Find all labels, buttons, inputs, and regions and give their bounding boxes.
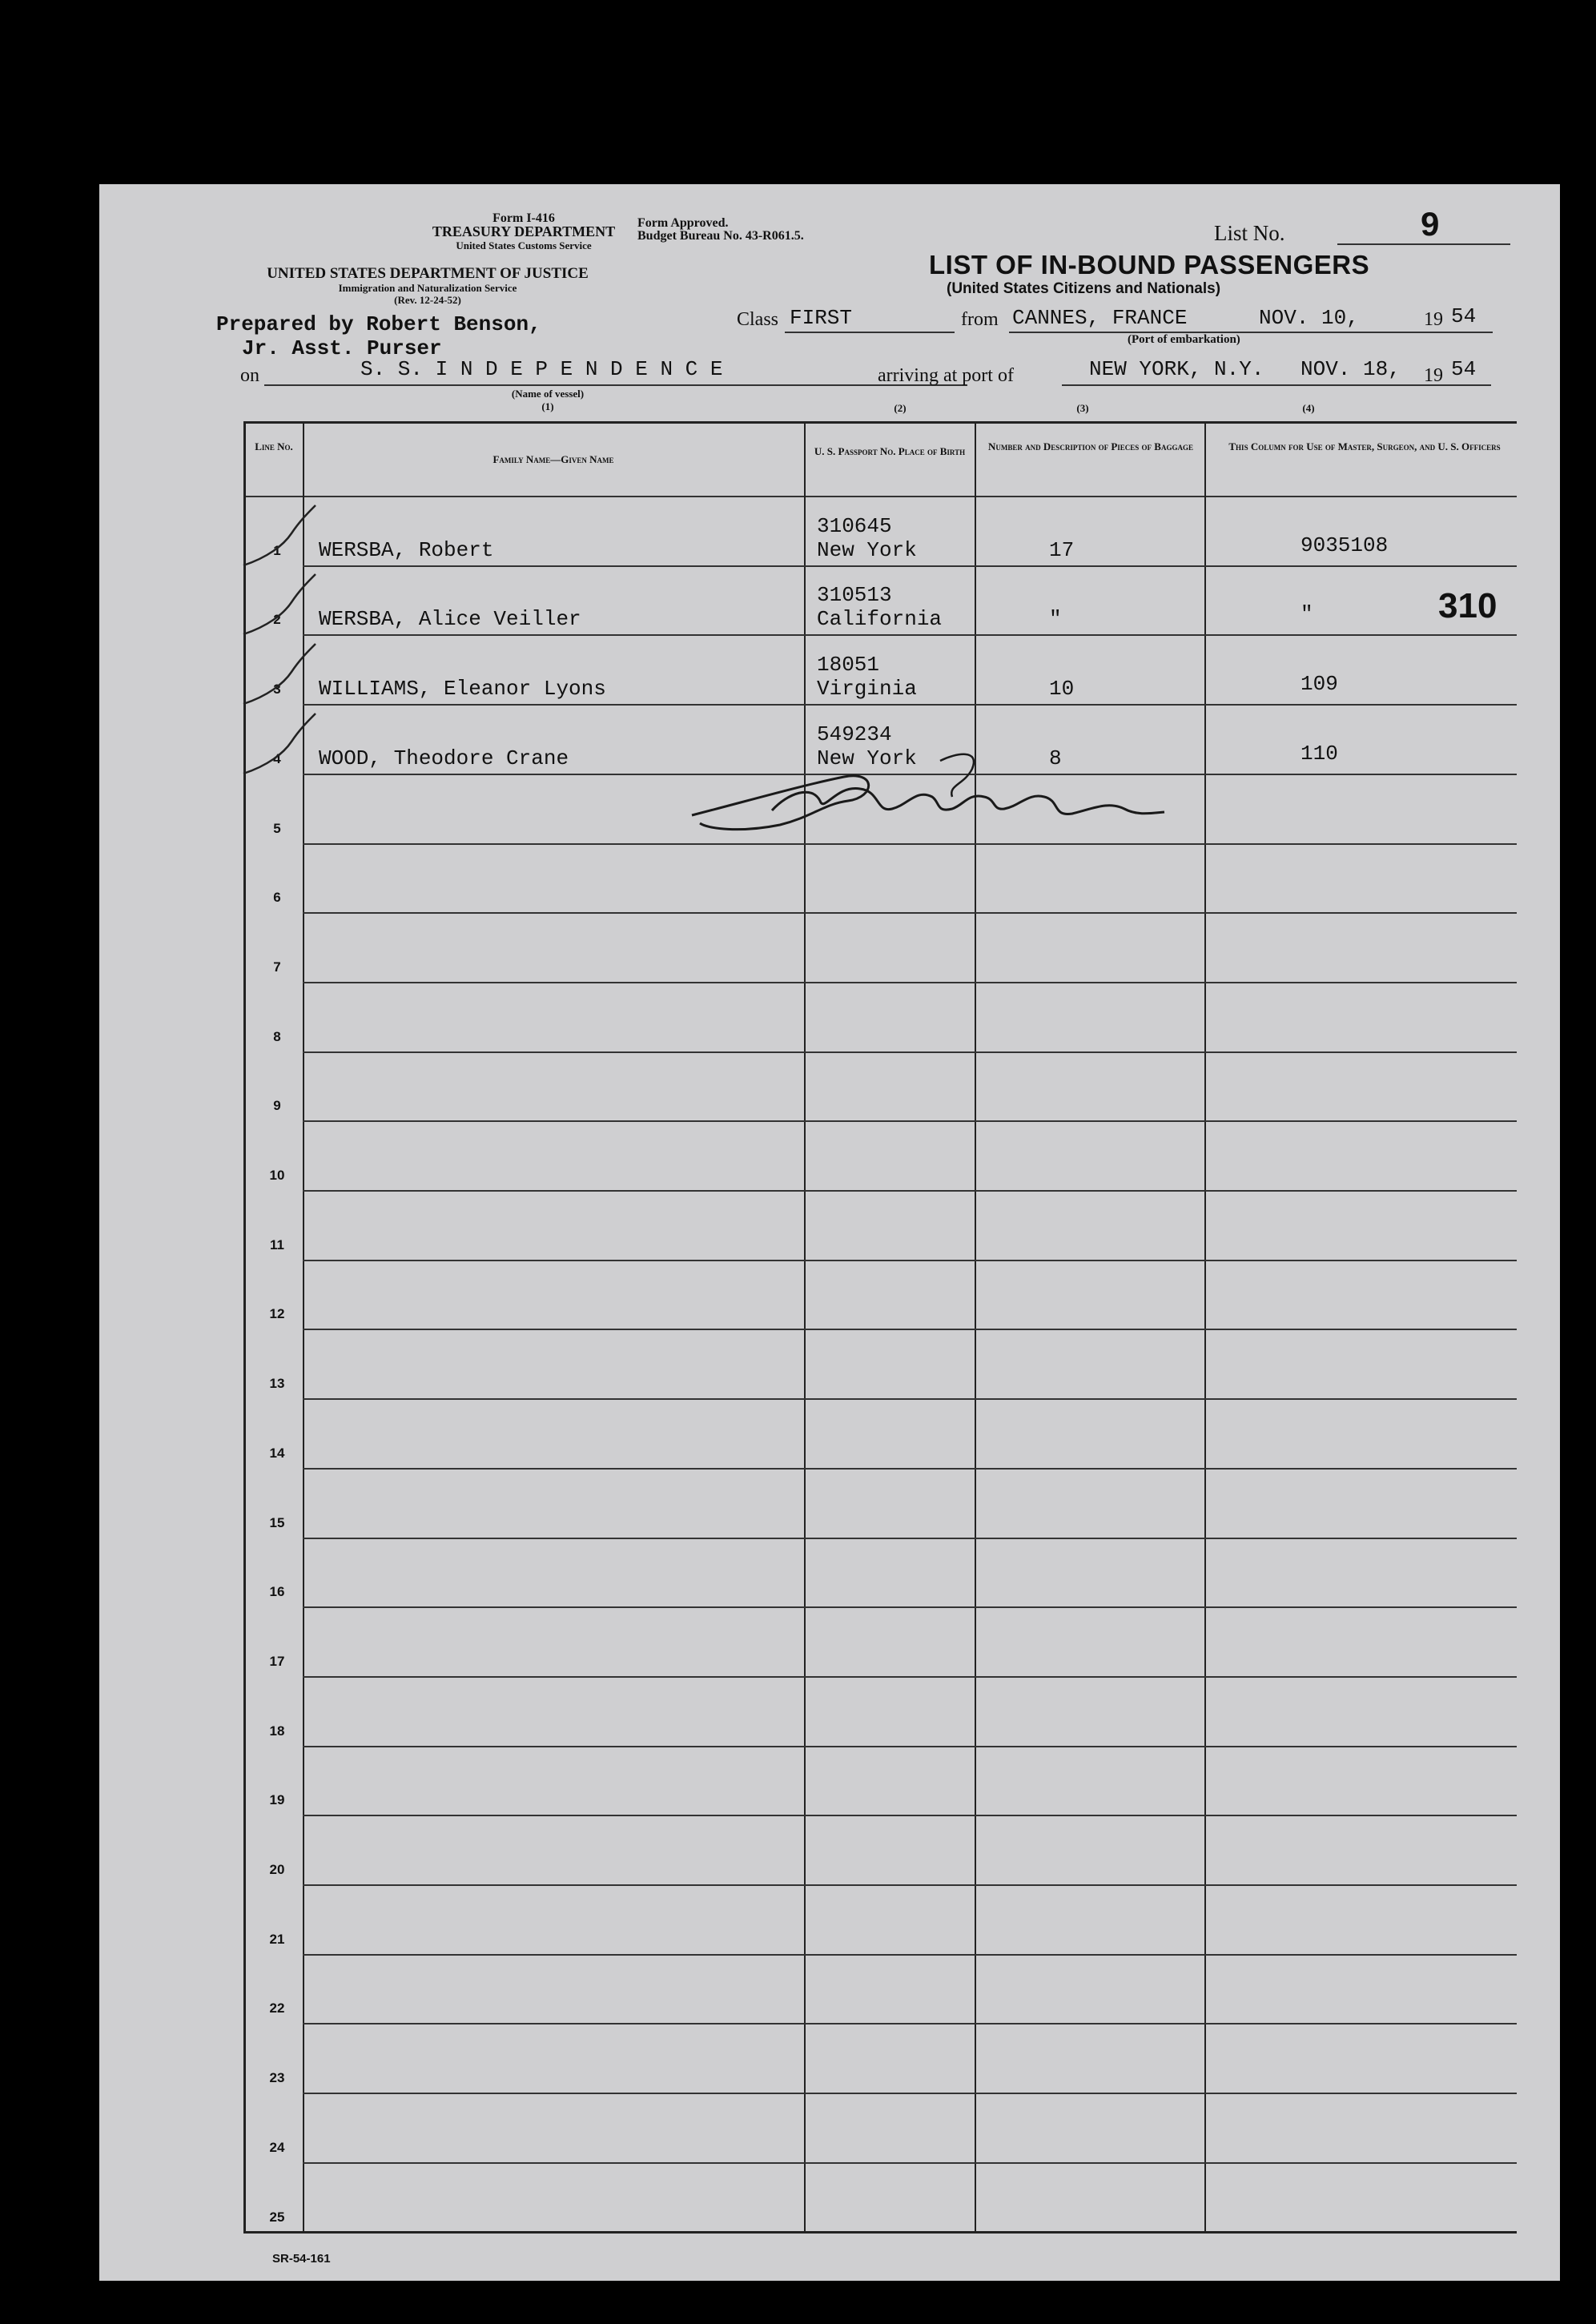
class-label: Class bbox=[737, 309, 779, 330]
line-number: 8 bbox=[273, 1029, 281, 1044]
form-subtitle: (United States Citizens and Nationals) bbox=[947, 280, 1221, 297]
line-number: 24 bbox=[269, 2140, 285, 2155]
line-number: 10 bbox=[269, 1168, 285, 1183]
line-number: 5 bbox=[273, 821, 281, 836]
line-number: 21 bbox=[269, 1932, 285, 1947]
line-number: 9 bbox=[273, 1098, 281, 1113]
prepared-by: Prepared by Robert Benson, bbox=[216, 312, 541, 336]
line-number: 16 bbox=[269, 1584, 285, 1599]
line-number: 12 bbox=[269, 1306, 285, 1321]
arriving-label: arriving at port of bbox=[878, 365, 1014, 386]
line-number: 20 bbox=[269, 1862, 285, 1877]
line-number: 2 bbox=[273, 612, 281, 627]
passenger-name: WERSBA, Alice Veiller bbox=[319, 607, 581, 631]
footer-code: SR-54-161 bbox=[272, 2252, 331, 2266]
header-baggage: Number and Description of Pieces of Baggage bbox=[988, 440, 1193, 452]
place-of-birth: New York bbox=[817, 746, 917, 770]
year-prefix: 19 bbox=[1424, 309, 1443, 330]
class-value: FIRST bbox=[790, 306, 853, 330]
baggage-col-divider bbox=[1204, 421, 1206, 2231]
purser-signature bbox=[676, 753, 1236, 841]
check-mark-icon bbox=[235, 710, 332, 782]
passport-number: 310513 bbox=[817, 583, 892, 607]
line-number: 22 bbox=[269, 2000, 285, 2016]
line-number: 4 bbox=[273, 751, 281, 766]
passport-number: 18051 bbox=[817, 653, 880, 677]
immigration-service: Immigration and Naturalization Service bbox=[338, 282, 517, 294]
officer-entry: 9035108 bbox=[1301, 533, 1389, 557]
baggage-count: 17 bbox=[1049, 538, 1075, 562]
line-number: 11 bbox=[270, 1237, 284, 1252]
form-number: Form I-416 bbox=[492, 211, 555, 225]
passport-col-divider bbox=[975, 421, 976, 2231]
line-number: 18 bbox=[269, 1723, 285, 1739]
year-prefix: 19 bbox=[1424, 365, 1443, 386]
baggage-count: 10 bbox=[1049, 677, 1075, 701]
list-number: 9 bbox=[1421, 205, 1440, 243]
line-number: 7 bbox=[273, 959, 281, 975]
baggage-count: 8 bbox=[1049, 746, 1062, 770]
line-number: 13 bbox=[269, 1376, 285, 1391]
from-year: 54 bbox=[1451, 304, 1477, 328]
check-mark-icon bbox=[235, 501, 332, 573]
vessel-caption: (Name of vessel) bbox=[511, 388, 585, 400]
margin-note: 310 bbox=[1438, 586, 1498, 625]
from-label: from bbox=[961, 309, 999, 330]
port-embarkation-caption: (Port of embarkation) bbox=[1128, 333, 1240, 346]
place-of-birth: New York bbox=[817, 538, 917, 562]
line-number: 6 bbox=[273, 890, 281, 905]
arrival-year: 54 bbox=[1451, 357, 1477, 381]
header-passport: U. S. Passport No. Place of Birth bbox=[814, 445, 966, 457]
line-number: 25 bbox=[269, 2209, 285, 2225]
col2-number: (2) bbox=[894, 402, 907, 414]
line-number: 15 bbox=[269, 1515, 285, 1530]
budget-bureau: Budget Bureau No. 43-R061.5. bbox=[637, 229, 804, 243]
passenger-name: WERSBA, Robert bbox=[319, 538, 494, 562]
check-mark-icon bbox=[235, 570, 332, 642]
passport-number: 549234 bbox=[817, 722, 892, 746]
officer-entry: " bbox=[1301, 602, 1313, 626]
customs-service: United States Customs Service bbox=[456, 239, 592, 251]
prepared-title: Jr. Asst. Purser bbox=[242, 336, 442, 360]
col4-number: (4) bbox=[1302, 402, 1315, 414]
justice-dept: UNITED STATES DEPARTMENT OF JUSTICE bbox=[267, 265, 589, 282]
from-date: NOV. 10, bbox=[1259, 306, 1359, 330]
line-number: 19 bbox=[269, 1792, 285, 1807]
treasury-dept: TREASURY DEPARTMENT bbox=[432, 223, 616, 239]
line-number: 17 bbox=[269, 1654, 285, 1669]
line-number: 23 bbox=[269, 2070, 285, 2085]
header-line-no: Line No. bbox=[255, 440, 293, 452]
header-name: Family Name—Given Name bbox=[492, 453, 614, 465]
passenger-name: WOOD, Theodore Crane bbox=[319, 746, 569, 770]
from-port: CANNES, FRANCE bbox=[1012, 306, 1188, 330]
form-title: LIST OF IN-BOUND PASSENGERS bbox=[929, 250, 1370, 279]
arrival-date: NOV. 18, bbox=[1301, 357, 1401, 381]
place-of-birth: Virginia bbox=[817, 677, 917, 701]
line-number: 14 bbox=[269, 1445, 285, 1461]
line-number: 1 bbox=[273, 543, 281, 558]
line-number: 3 bbox=[273, 682, 281, 697]
officer-entry: 109 bbox=[1301, 672, 1338, 696]
name-col-divider bbox=[804, 421, 806, 2231]
place-of-birth: California bbox=[817, 607, 943, 631]
on-label: on bbox=[240, 365, 259, 386]
passport-number: 310645 bbox=[817, 514, 892, 538]
officer-entry: 110 bbox=[1301, 742, 1338, 766]
list-no-label: List No. bbox=[1214, 221, 1285, 245]
form-approved: Form Approved. bbox=[637, 216, 729, 230]
passenger-name: WILLIAMS, Eleanor Lyons bbox=[319, 677, 606, 701]
baggage-count: " bbox=[1049, 607, 1062, 631]
form-sheet bbox=[99, 184, 1560, 2281]
header-officers: This Column for Use of Master, Surgeon, and U. S. Officers bbox=[1228, 440, 1501, 452]
arrival-port: NEW YORK, N.Y. bbox=[1089, 357, 1264, 381]
col3-number: (3) bbox=[1076, 402, 1089, 414]
revision: (Rev. 12-24-52) bbox=[394, 294, 461, 306]
vessel-name: S. S. I N D E P E N D E N C E bbox=[360, 357, 723, 381]
check-mark-icon bbox=[235, 640, 332, 712]
col1-number: (1) bbox=[541, 400, 554, 412]
